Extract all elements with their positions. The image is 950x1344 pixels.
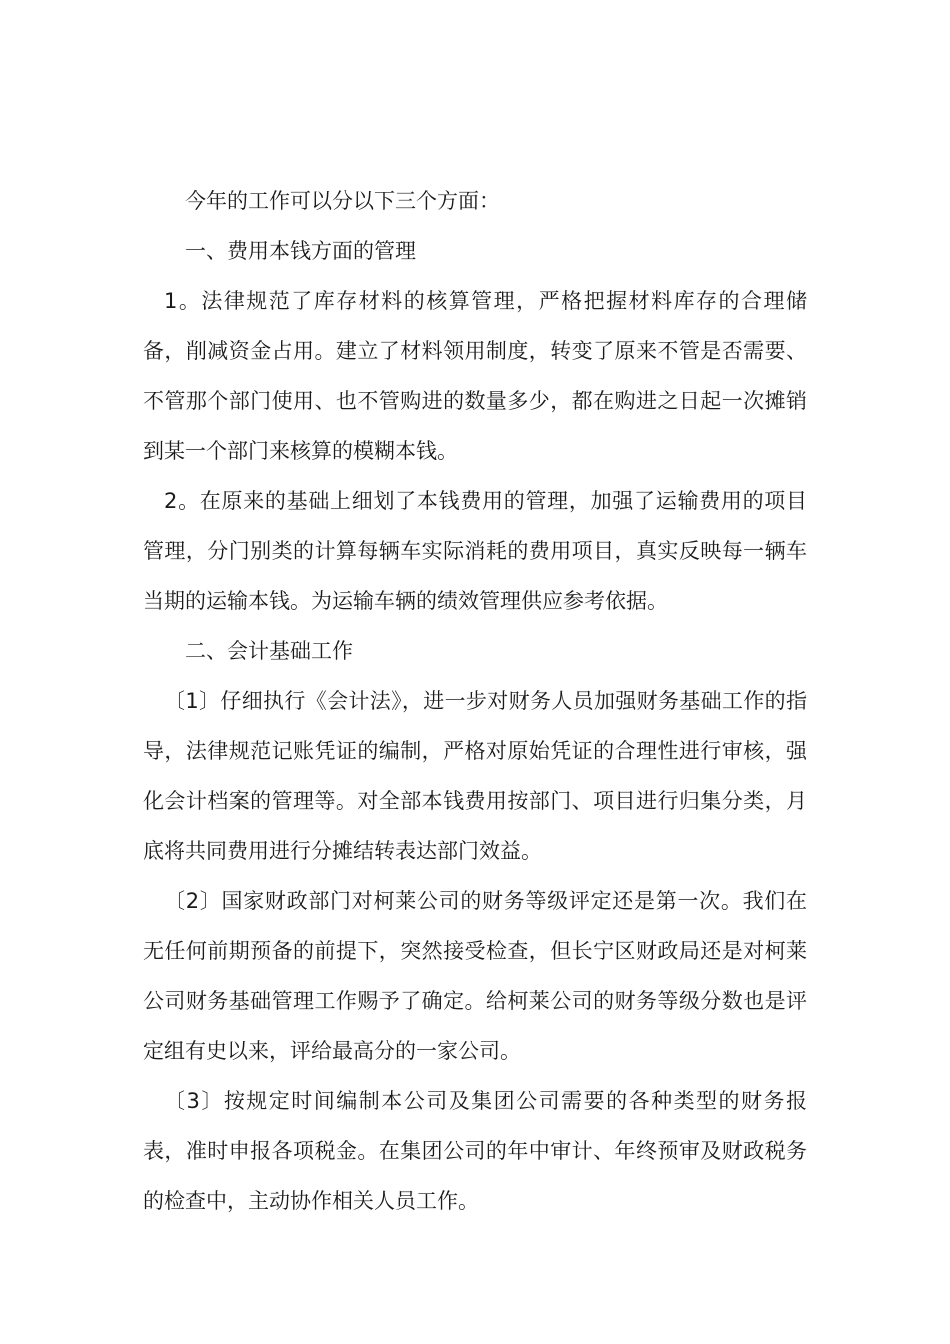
document-body <box>143 176 807 1226</box>
sub-item-1: 〔1〕仔细执行《会计法》，进一步对财务人员加强财务基础工作的指导，法律规范记账凭证的编制，严格对原始凭证的合理性进行审核，强化会计档案的管理等。对全部本钱费用按部门、项目进行归集分类，月底将共同费用进行分摊结转表达部门效益。 <box>143 689 807 863</box>
intro-paragraph: 今年的工作可以分以下三个方面： <box>185 189 500 213</box>
sub-item-2: 〔2〕国家财政部门对柯莱公司的财务等级评定还是第一次。我们在无任何前期预备的前提下，突然接受检查，但长宁区财政局还是对柯莱公司财务基础管理工作赐予了确定。给柯莱公司的财务等级分数也是评定组有史以来，评给最高分的一家公司。 <box>143 889 807 1063</box>
numbered-item-2: 2。在原来的基础上细划了本钱费用的管理，加强了运输费用的项目管理，分门别类的计算每辆车实际消耗的费用项目，真实反映每一辆车当期的运输本钱。为运输车辆的绩效管理供应参考依据。 <box>143 489 807 613</box>
section-heading-cost-management: 一、费用本钱方面的管理 <box>185 239 416 263</box>
numbered-item-1: 1。法律规范了库存材料的核算管理，严格把握材料库存的合理储备，削减资金占用。建立了材料领用制度，转变了原来不管是否需要、不管那个部门使用、也不管购进的数量多少，都在购进之日起一次摊销到某一个部门来核算的模糊本钱。 <box>143 289 807 463</box>
sub-item-3: 〔3〕按规定时间编制本公司及集团公司需要的各种类型的财务报表，准时申报各项税金。在集团公司的年中审计、年终预审及财政税务的检查中，主动协作相关人员工作。 <box>143 1089 807 1213</box>
section-heading-accounting-basics: 二、会计基础工作 <box>185 639 353 663</box>
